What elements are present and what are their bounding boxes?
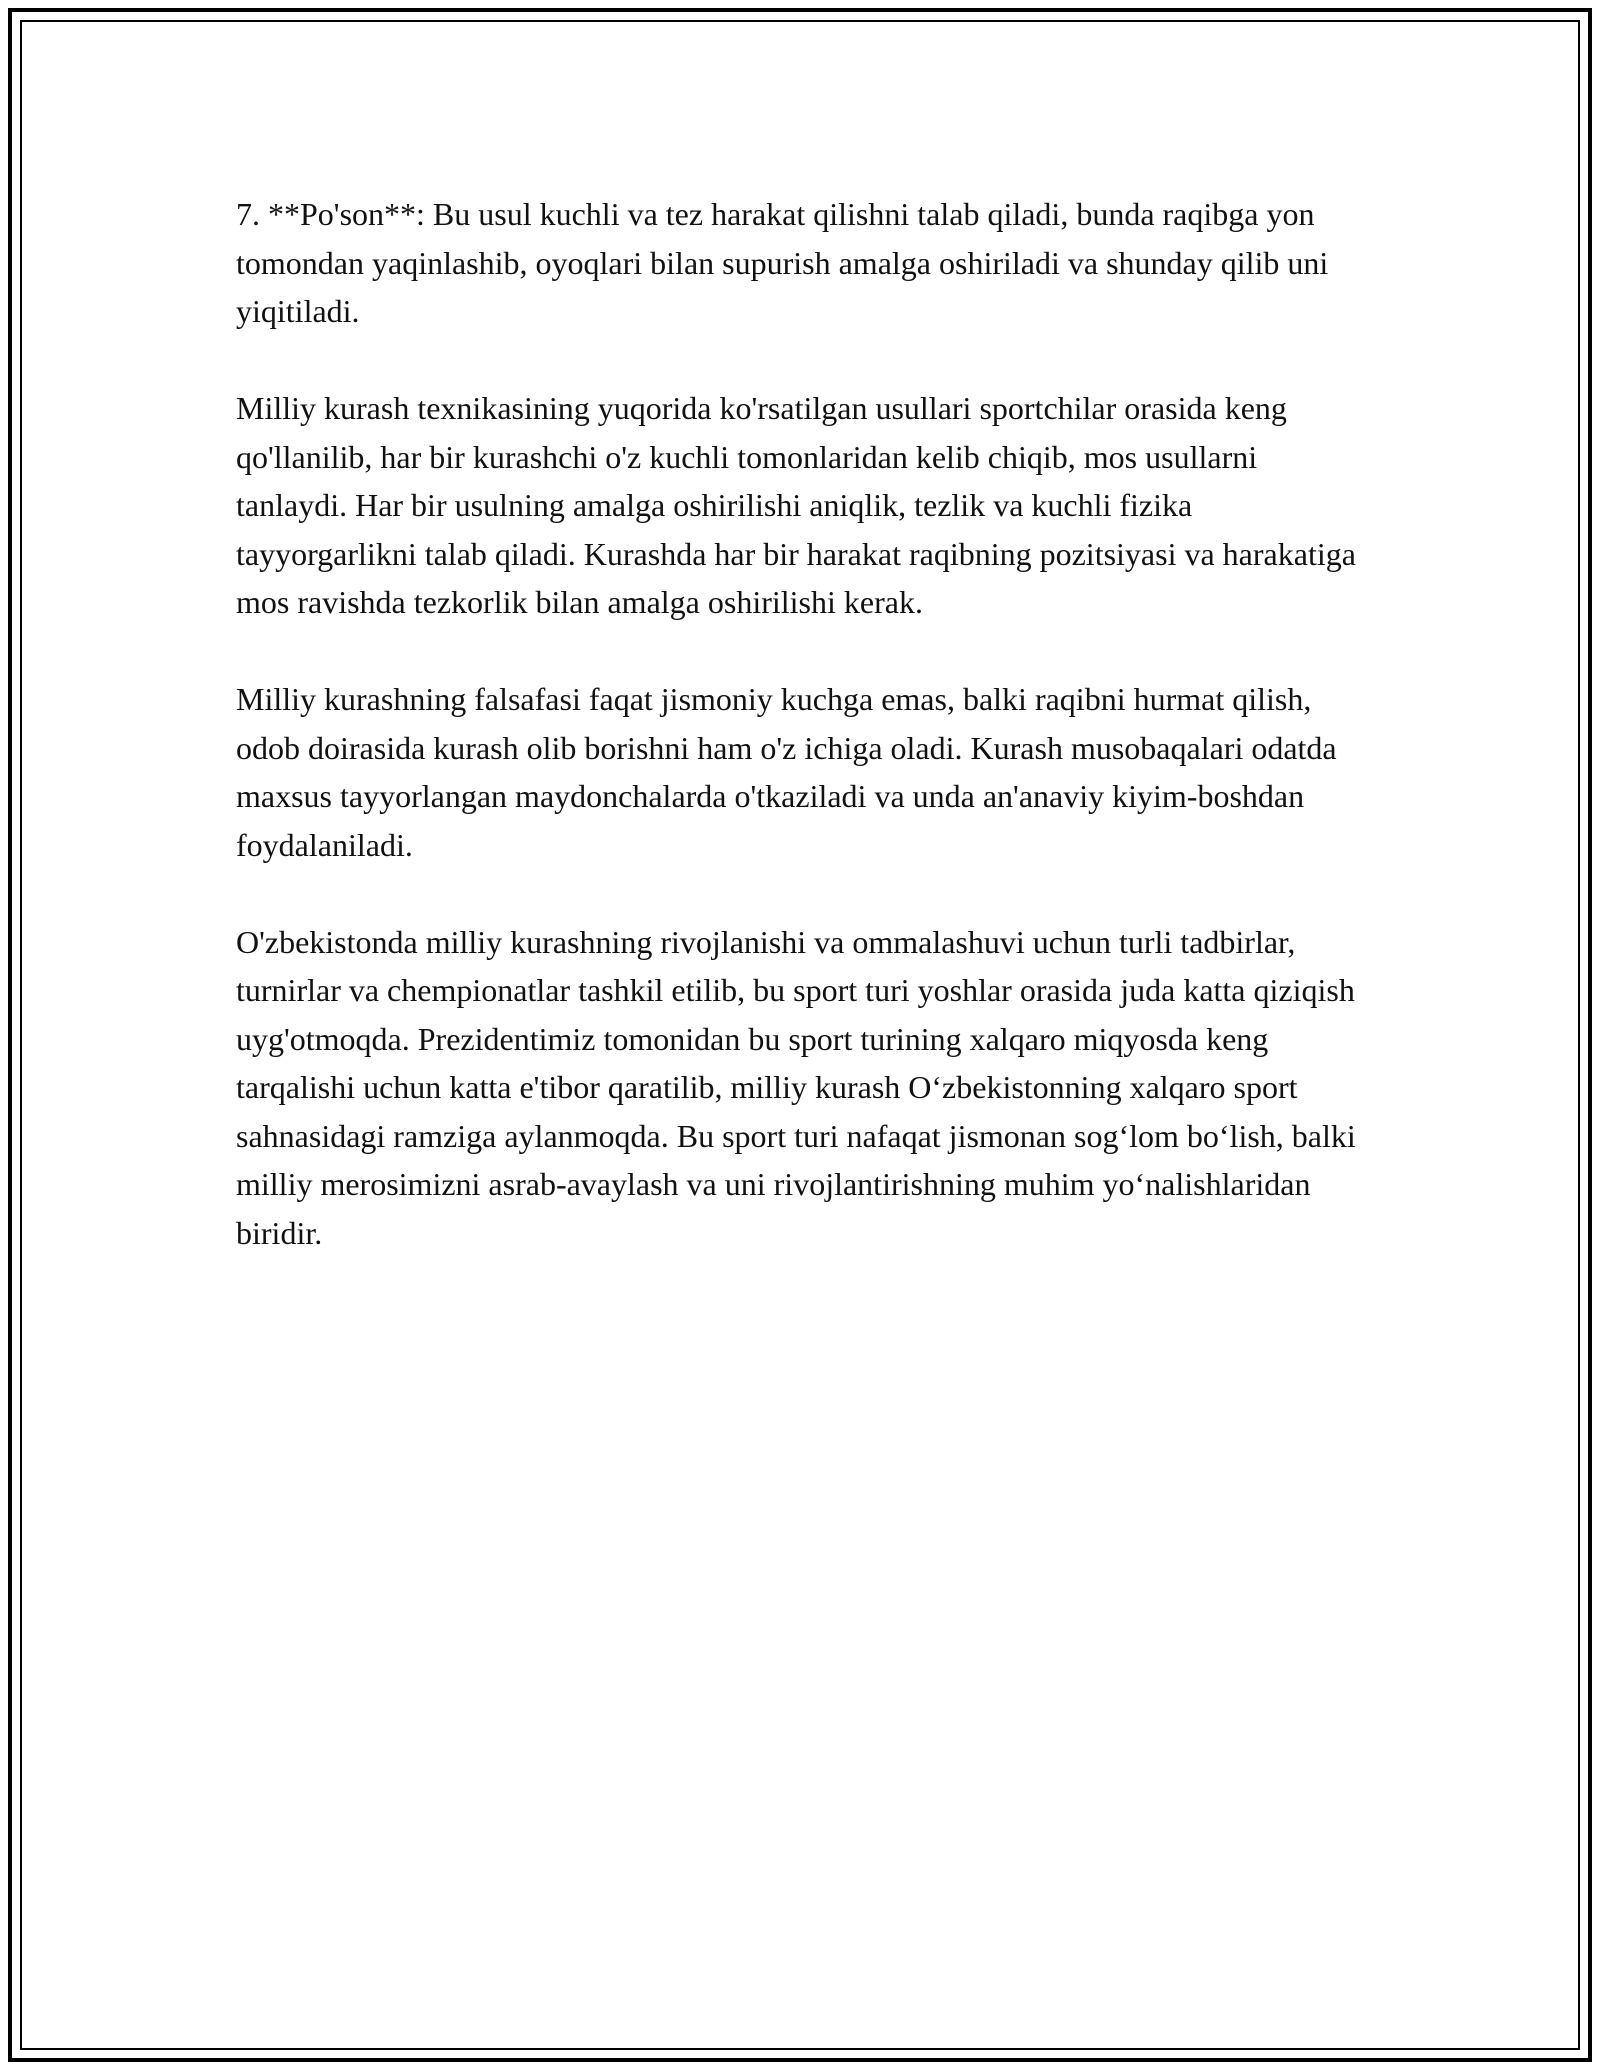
- paragraph-poson-technique: 7. **Po'son**: Bu usul kuchli va tez harakat qilishni talab qiladi, bunda raqibga yon tomondan yaqinlashib, oyoqlari bilan supurish amalga oshiriladi va shunday qilib uni yiqitiladi.: [236, 196, 1329, 329]
- paragraph-development: O'zbekistonda milliy kurashning rivojlanishi va ommalashuvi uchun turli tadbirlar, turnirlar va chempionatlar tashkil etilib, bu sport turi yoshlar orasida juda katta qiziqish uyg'otmoqda. Prezidentimiz tomonidan bu sport turining xalqaro miqyosda keng tarqalishi uchun katta e'tibor qaratilib, milliy kurash O‘zbekistonning xalqaro sport sahnasidagi ramziga aylanmoqda. Bu sport turi nafaqat jismonan sog‘lom bo‘lish, balki milliy merosimizni asrab-avaylash va uni rivojlantirishning muhim yo‘nalishlaridan biridir.: [236, 923, 1356, 1251]
- paragraph-technique-overview: Milliy kurash texnikasining yuqorida ko'rsatilgan usullari sportchilar orasida keng qo'llanilib, har bir kurashchi o'z kuchli tomonlaridan kelib chiqib, mos usullarni tanlaydi. Har bir usulning amalga oshirilishi aniqlik, tezlik va kuchli fizika tayyorgarlikni talab qiladi. Kurashda har bir harakat raqibning pozitsiyasi va harakatiga mos ravishda tezkorlik bilan amalga oshirilishi kerak.: [236, 390, 1356, 620]
- document-body: [236, 190, 1376, 1306]
- paragraph-philosophy: Milliy kurashning falsafasi faqat jismoniy kuchga emas, balki raqibni hurmat qilish, odob doirasida kurash olib borishni ham o'z ichiga oladi. Kurash musobaqalari odatda maxsus tayyorlangan maydonchalarda o'tkaziladi va unda an'anaviy kiyim-boshdan foydalaniladi.: [236, 681, 1337, 863]
